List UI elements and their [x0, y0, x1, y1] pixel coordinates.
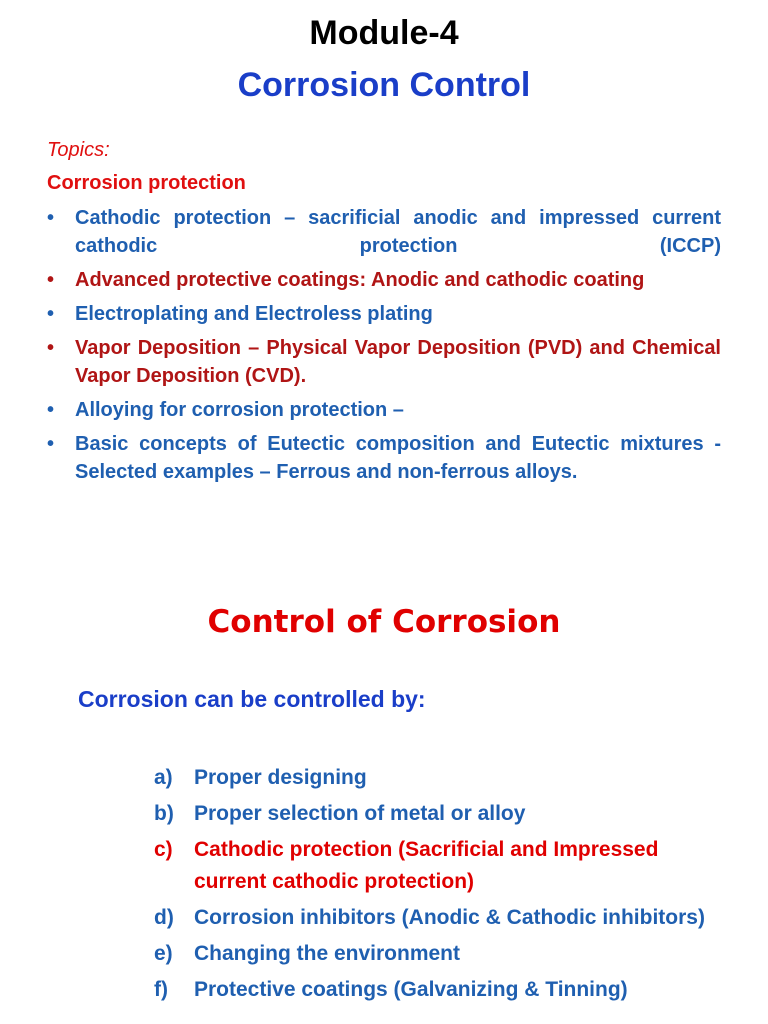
topics-list — [47, 204, 721, 492]
topic-text: Vapor Deposition – Physical Vapor Deposition (PVD) and Chemical Vapor Deposition (CVD). — [75, 337, 721, 387]
control-title: Control of Corrosion — [207, 604, 561, 640]
method-text: Corrosion inhibitors (Anodic & Cathodic inhibitors) — [194, 906, 705, 929]
method-item-environment — [154, 938, 734, 970]
topic-text: Cathodic protection – sacrificial anodic and impressed current cathodic protection (ICCP) — [75, 207, 721, 257]
list-marker: b) — [154, 802, 174, 825]
method-item-coatings — [154, 974, 734, 1006]
method-text: Cathodic protection (Sacrificial and Impressed current cathodic protection) — [194, 838, 659, 893]
topic-item-eutectic — [47, 430, 721, 486]
method-text: Protective coatings (Galvanizing & Tinning) — [194, 978, 628, 1001]
slide-title: Corrosion Control — [237, 66, 531, 104]
method-text: Proper selection of metal or alloy — [194, 802, 526, 825]
topic-text: Basic concepts of Eutectic composition and Eutectic mixtures - Selected examples – Ferrous and non-ferrous alloys. — [75, 433, 721, 483]
bullet-icon: • — [47, 303, 55, 325]
list-marker: a) — [154, 766, 173, 789]
list-marker: d) — [154, 906, 174, 929]
control-intro: Corrosion can be controlled by: — [78, 686, 426, 712]
method-item-inhibitors — [154, 902, 734, 934]
topic-item-cathodic-protection — [47, 204, 721, 260]
methods-list — [154, 762, 734, 1010]
topic-item-vapor-deposition — [47, 334, 721, 390]
method-item-designing — [154, 762, 734, 794]
topic-item-alloying — [47, 396, 721, 424]
topic-text: Electroplating and Electroless plating — [75, 303, 433, 325]
list-marker: f) — [154, 978, 168, 1001]
bullet-icon: • — [47, 207, 55, 229]
bullet-icon: • — [47, 269, 55, 291]
topic-item-advanced-coatings — [47, 266, 721, 294]
method-item-selection — [154, 798, 734, 830]
topics-label: Topics: — [47, 139, 110, 161]
topic-item-electroplating — [47, 300, 721, 328]
list-marker: e) — [154, 942, 173, 965]
bullet-icon: • — [47, 433, 55, 455]
method-text: Changing the environment — [194, 942, 461, 965]
module-title: Module-4 — [309, 14, 459, 52]
bullet-icon: • — [47, 399, 55, 421]
topic-text: Advanced protective coatings: Anodic and cathodic coating — [75, 269, 645, 291]
method-text: Proper designing — [194, 766, 367, 789]
list-marker: c) — [154, 838, 173, 861]
method-item-cathodic — [154, 834, 734, 898]
topics-heading: Corrosion protection — [47, 172, 246, 194]
topic-text: Alloying for corrosion protection – — [75, 399, 404, 421]
bullet-icon: • — [47, 337, 55, 359]
